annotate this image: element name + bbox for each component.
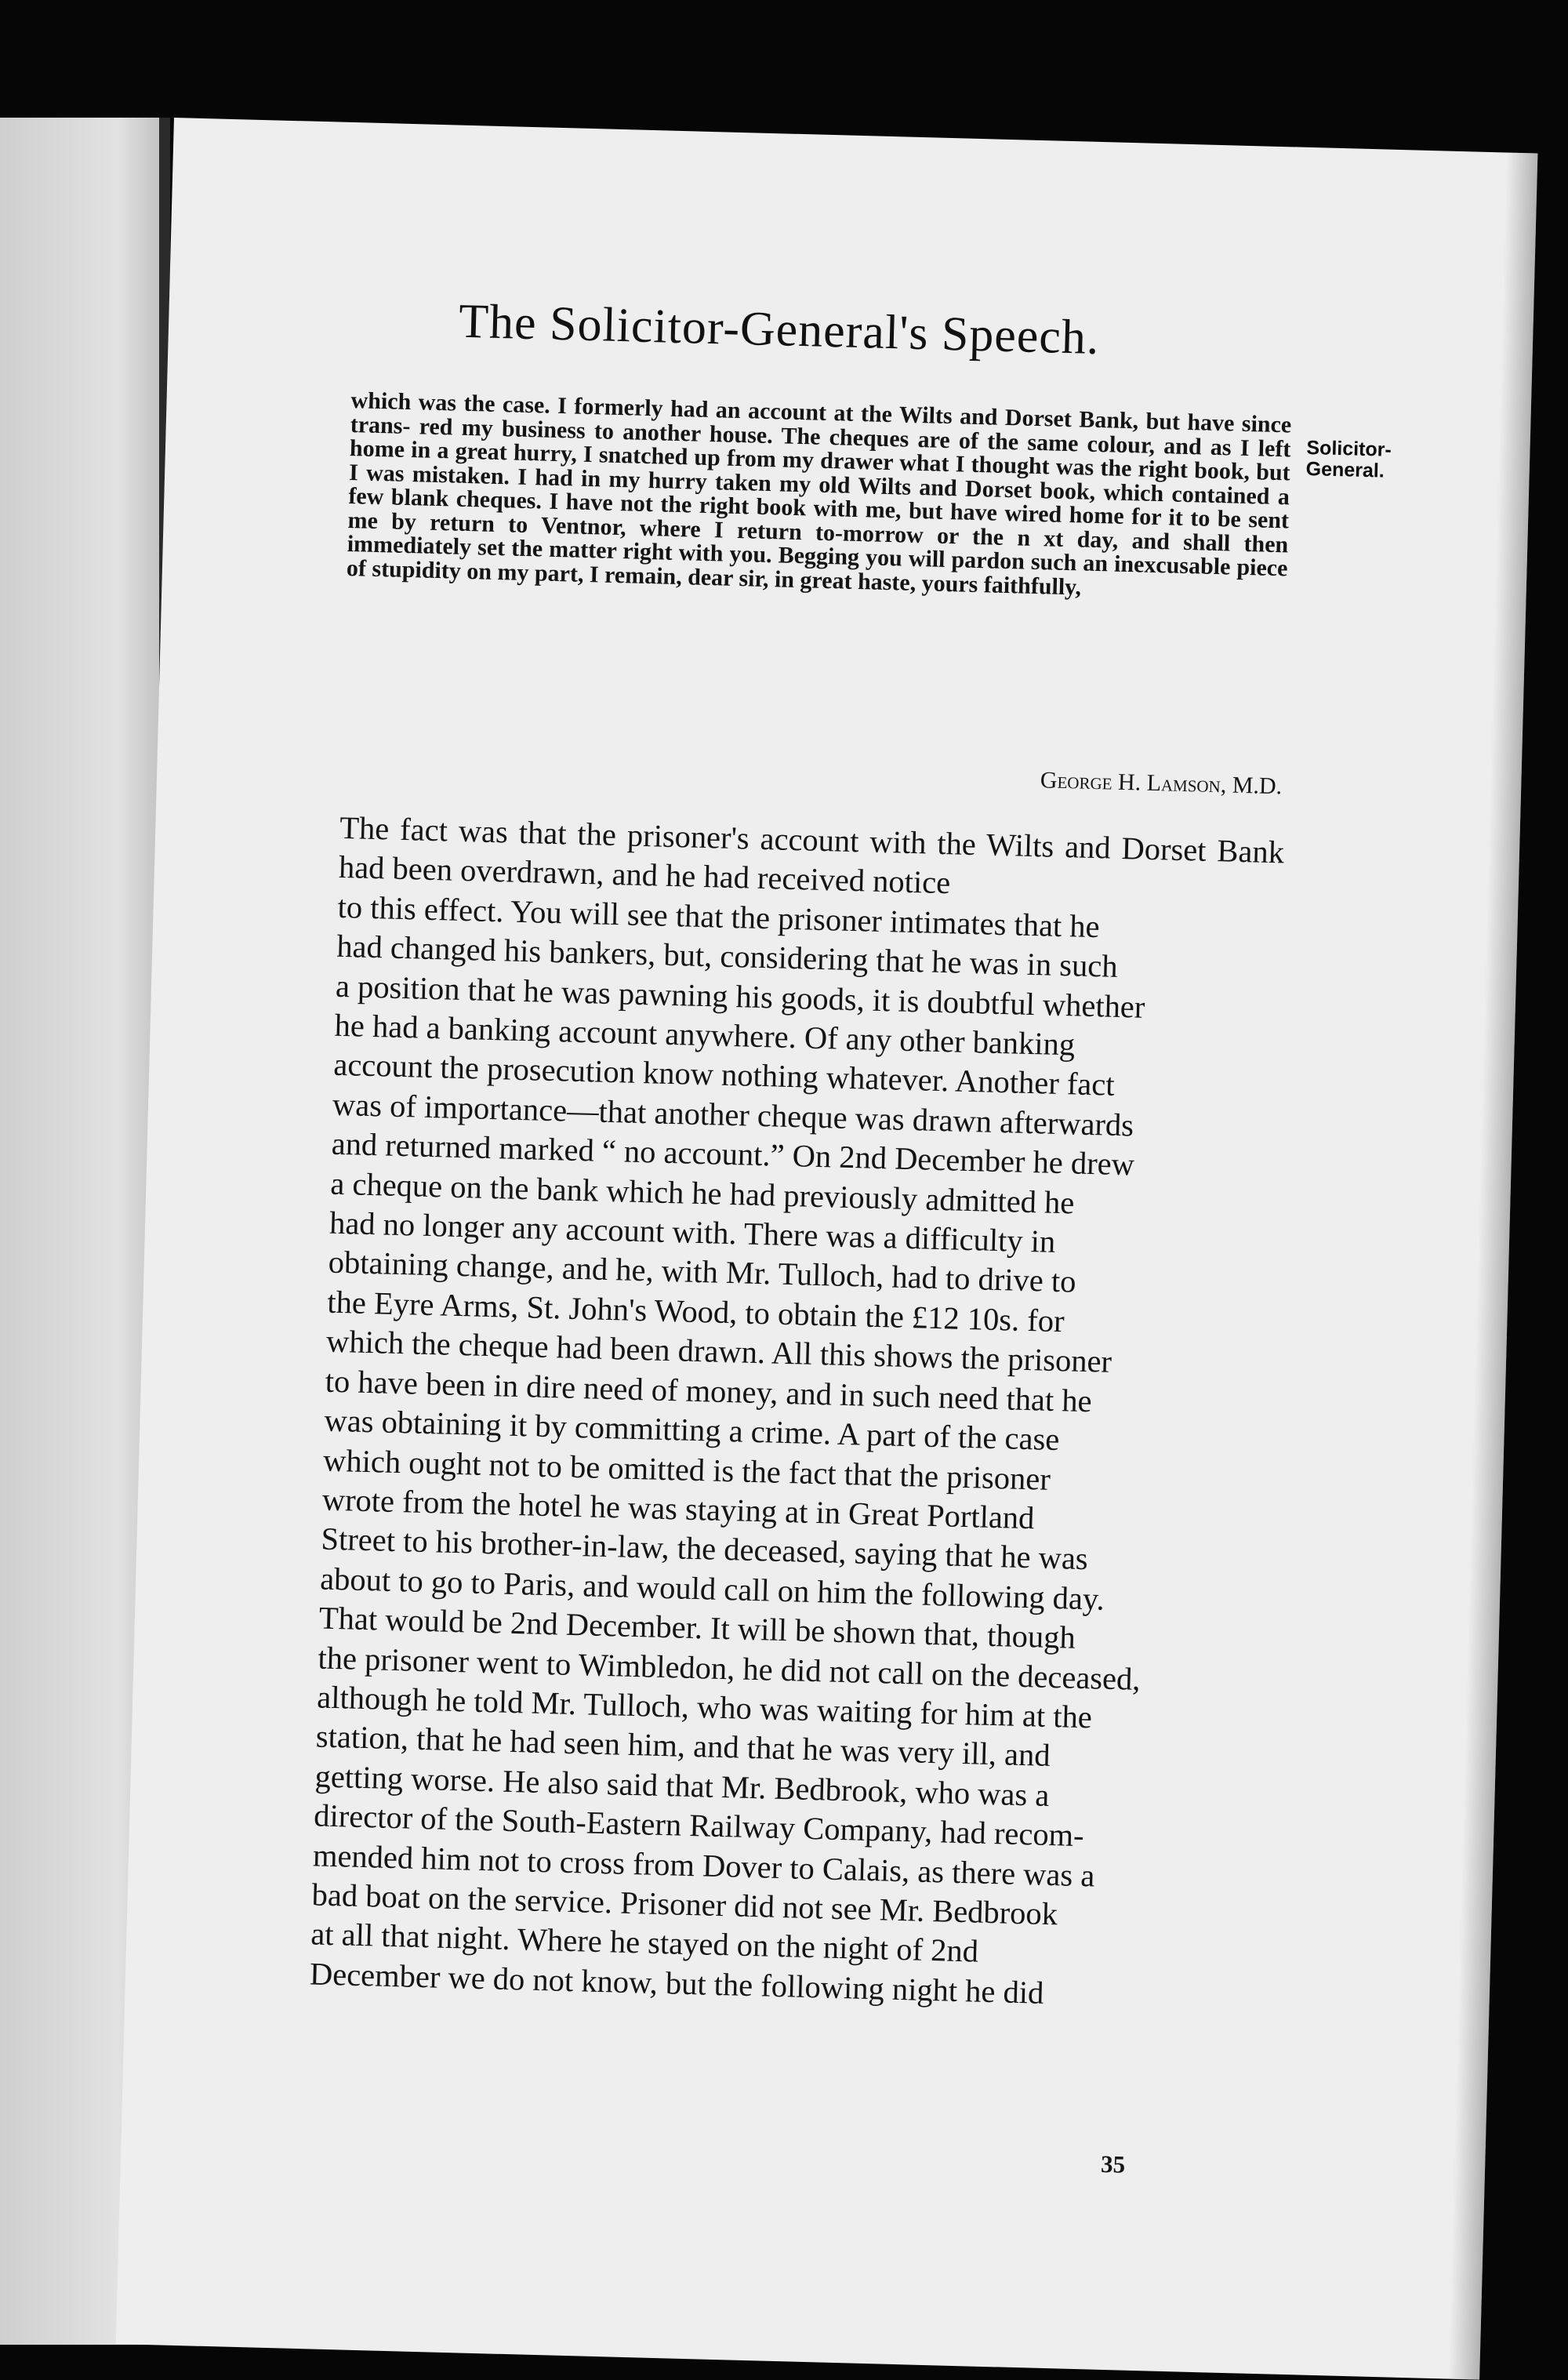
quoted-letter: which was the case. I formerly had an account at the Wilts and Dorset Bank, but have since trans- red my business to another house. The cheques are of the same colour, and as I left home in a great hurry, I snatched up from my drawer what I thought was the right book, but I was mistaken. I had in my hurry taken my old Wilts and Dorset book, which contained a few blank cheques. I have not the right book with me, but have wired home for it to be sent me by return to Ventnor, where I return to-morrow or the n xt day, and shall then immediately set the matter right with you. Begging you will pardon such an inexcusable piece of stupidity on my part, I remain, dear sir, in great haste, yours faithfully, <box>346 387 1292 600</box>
book-page <box>116 118 1538 2380</box>
margin-sidenote: Solicitor- General. <box>1305 436 1392 482</box>
page-number: 35 <box>1100 2149 1126 2178</box>
body-paragraph: The fact was that the prisoner's account with the Wilts and Dorset Bank had been overdrawn, and he had received notice to this effect. You will see that the prisoner intimates that he had changed his bankers, but, considering that he was in such a position that he was pawning his goods, it is doubtful whether he had a banking account anywhere. Of any other banking account the prosecution know nothing whatever. Another fact was of importance—that another cheque was drawn afterwards and returned marked “ no account.” On 2nd December he drew a cheque on the bank which he had previously admitted he had no longer any account with. There was a difficulty in obtaining change, and he, with Mr. Tulloch, had to drive to the Eyre Arms, St. John's Wood, to obtain the £12 10s. for which the cheque had been drawn. All this shows the prisoner to have been in dire need of money, and in such need that he was obtaining it by committing a crime. A part of the case which ought not to be omitted is the fact that the prisoner wrote from the hotel he was staying at in Great Portland Street to his brother-in-law, the deceased, saying that he was about to go to Paris, and would call on him the following day. That would be 2nd December. It will be shown that, though the prisoner went to Wimbledon, he did not call on the deceased, although he told Mr. Tulloch, who was waiting for him at the station, that he had seen him, and that he was very ill, and getting worse. He also said that Mr. Bedbrook, who was a director of the South-Eastern Railway Company, had recom- mended him not to cross from Dover to Calais, as there was a bad boat on the service. Prisoner did not see Mr. Bedbrook at all that night. Where he stayed on the night of 2nd December we do not know, but the following night he did <box>309 809 1285 2011</box>
page-heading: The Solicitor-General's Speech. <box>458 294 1101 365</box>
letter-signature: George H. Lamson, M.D. <box>1040 767 1283 800</box>
